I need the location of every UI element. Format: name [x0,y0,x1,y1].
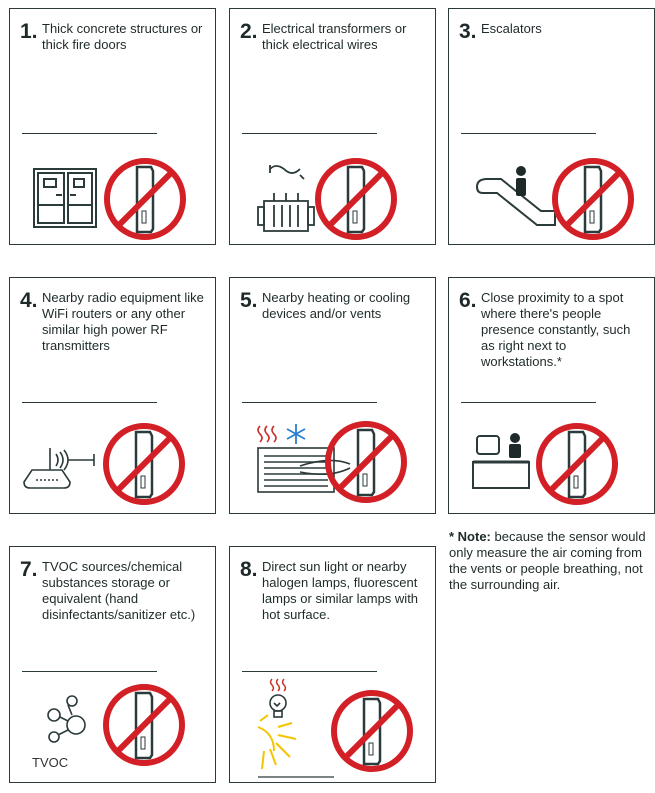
card-number: 6. [459,289,477,312]
card-6 [448,277,655,514]
footnote [449,529,649,593]
divider [22,671,157,672]
card-1 [9,8,216,245]
card-text: Electrical transformers or thick electrical wires [262,21,407,52]
prohibited-sensor-icon [318,161,394,237]
card-illustration [230,408,437,512]
sun-rays-icon [258,715,296,769]
transformer-icon [258,165,314,231]
card-illustration [10,408,217,512]
prohibited-sensor-icon [107,161,183,237]
divider [242,671,377,672]
prohibited-sensor-icon [106,687,182,763]
card-text: Direct sun light or nearby halogen lamps, fluorescent lamps or similar lamps with hot surface. [262,559,419,622]
card-illustration [449,408,655,512]
prohibited-sensor-icon [106,426,182,502]
card-number: 5. [240,289,258,312]
card-illustration [230,677,437,781]
card-number: 1. [20,20,38,43]
card-illustration [10,677,217,781]
card-7 [9,546,216,783]
card-illustration [449,139,655,243]
divider [461,133,596,134]
card-number: 8. [240,558,258,581]
wifi-router-icon [24,448,94,488]
card-number: 2. [240,20,258,43]
card-number: 3. [459,20,477,43]
lamp-icon [270,695,286,717]
prohibited-sensor-icon [334,693,410,769]
molecule-icon [48,696,85,742]
divider [242,133,377,134]
fire-door-icon [34,169,96,227]
card-3 [448,8,655,245]
card-text: Escalators [481,21,542,36]
workstation-icon [473,433,529,488]
divider [461,402,596,403]
card-number: 7. [20,558,38,581]
prohibited-sensor-icon [539,426,615,502]
card-text: Thick concrete structures or thick fire doors [42,21,203,52]
escalator-icon [477,166,555,225]
divider [22,402,157,403]
card-text: TVOC sources/chemical substances storage or equivalent (hand disinfectants/sanitizer etc.) [42,559,196,622]
divider [242,402,377,403]
snowflake-icon [287,424,305,444]
card-2 [229,8,436,245]
heat-waves-icon [271,679,286,691]
card-illustration [230,139,437,243]
heat-waves-icon [258,426,276,442]
card-number: 4. [20,289,38,312]
card-5 [229,277,436,514]
prohibited-sensor-icon [328,424,404,500]
card-text: Nearby radio equipment like WiFi routers or any other similar high power RF transmitters [42,290,204,353]
card-text: Nearby heating or cooling devices and/or vents [262,290,411,321]
card-8 [229,546,436,783]
note-label: * Note: [449,529,491,544]
divider [22,133,157,134]
note-text: because the sensor would only measure the air coming from the vents or people breathing, not the surrounding air. [449,529,646,592]
tvoc-label: TVOC [32,755,69,770]
prohibited-sensor-icon [555,161,631,237]
card-text: Close proximity to a spot where there's people presence constantly, such as right next to workstations.* [481,290,631,369]
card-4 [9,277,216,514]
card-illustration [10,139,217,243]
